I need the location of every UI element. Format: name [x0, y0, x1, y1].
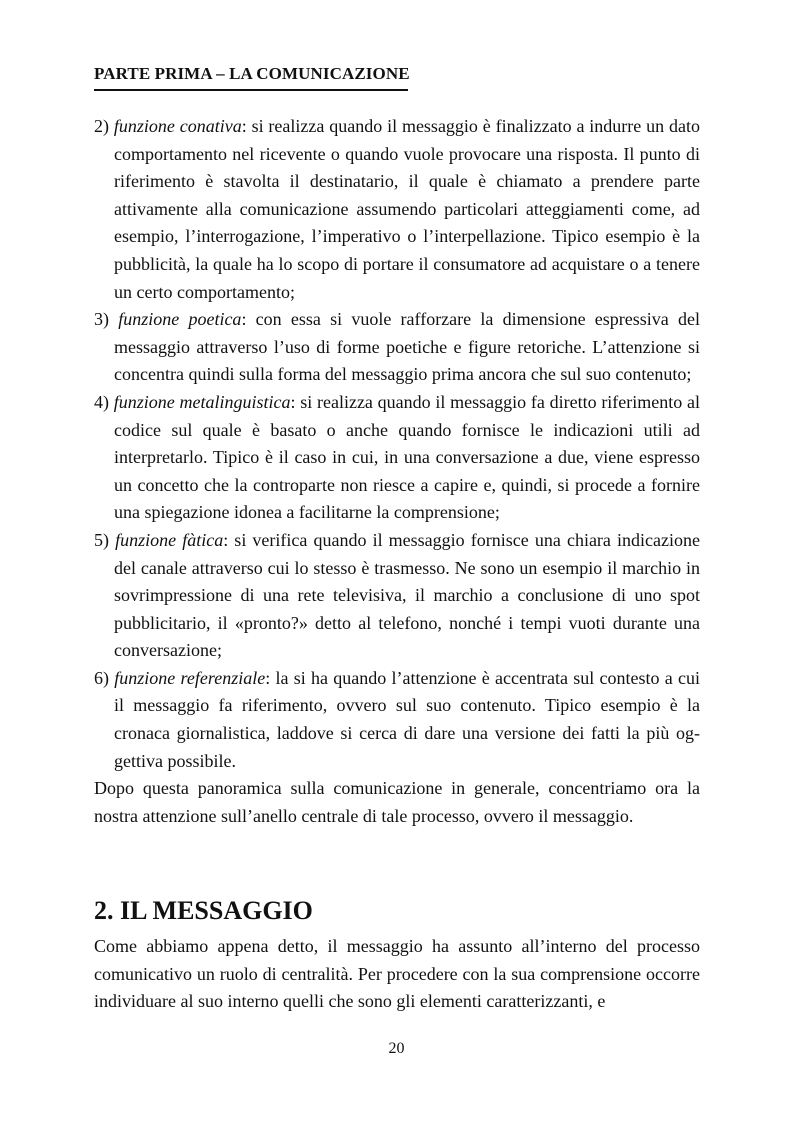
list-term: funzione metalinguistica: [113, 391, 291, 412]
list-number: 4): [94, 391, 109, 412]
list-text: : la si ha quando l’attenzione è accentrata sul contesto a cui il messaggio fa riferimento, ovvero sul suo contenuto. Tipico esempio è la cronaca giornalistica, laddove si cerca di dare una versione dei fatti la più oggettiva possibile.: [114, 667, 701, 771]
list-text: : con essa si vuole rafforzare la dimensione espressiva del messaggio attraverso l’uso di forme poetiche e figure retoriche. L’attenzione si concentra quindi sulla forma del messaggio prima ancora che sul suo contenuto;: [114, 309, 700, 385]
list-item-conativa: [94, 113, 700, 306]
list-text: : si realizza quando il messaggio è finalizzato a indurre un dato comportamento nel ricevente o quando vuole provocare una risposta. Il punto di riferimento è stavolta il destinatario, il quale è chiamato a prendere parte attivamente alla comunicazione assumendo particolari atteggiamenti come, ad esempio, l’interrogazione, l’imperativo o l’interpellazione. Tipico esempio è la pubblicità, la quale ha lo scopo di portare il consumatore ad acquistare o a tenere un certo comportamento;: [114, 116, 700, 302]
list-term: funzione poetica: [118, 309, 242, 330]
list-number: 5): [94, 529, 109, 550]
list-term: funzione fàtica: [115, 529, 224, 550]
list-item-poetica: [94, 306, 700, 389]
list-term: funzione conativa: [113, 116, 242, 136]
header-rule: [94, 89, 408, 91]
closing-paragraph: Dopo questa panoramica sulla comunicazione in generale, concentriamo ora la nostra attenzione sull’anello centrale di tale processo, ovvero il messaggio.: [94, 778, 700, 826]
list-text: : si realizza quando il messaggio fa diretto riferimento al codice sul quale è basato o anche quando fornisce le indicazioni utili ad interpretarlo. Tipico è il caso in cui, in una conversazione a due, viene espresso un concetto che la controparte non riesce a capire e, quindi, si procede a fornire una spiegazione idonea a facilitarne la comprensione;: [114, 391, 701, 523]
list-number: 6): [94, 667, 109, 688]
list-text: : si verifica quando il messaggio fornisce una chiara indicazione del canale attraverso cui lo stesso è trasmesso. Ne sono un esempio il marchio in sovrimpressione di una rete televisiva, il marchio a conclusione di uno spot pubblicitario, il «pronto?» detto al telefono, nonché i tempi vuoti durante una conversazione;: [114, 529, 700, 661]
section-title: 2. IL MESSAGGIO: [94, 896, 313, 925]
list-item-referenziale: [94, 665, 700, 775]
section-text: Come abbiamo appena detto, il messaggio ha assunto all’interno del processo comunicativo un ruolo di centralità. Per procedere con la sua comprensione occorre individuare al suo interno quelli che sono gli elementi caratterizzanti, e: [94, 936, 700, 1012]
body-text: [94, 113, 700, 830]
list-item-metalinguistica: [94, 389, 700, 527]
list-number: 3): [94, 309, 109, 330]
list-number: 2): [94, 116, 109, 136]
list-item-fatica: [94, 527, 700, 665]
page-number: 20: [388, 1040, 405, 1057]
section-paragraph: [94, 933, 700, 1016]
list-term: funzione referenziale: [114, 667, 266, 688]
running-header: PARTE PRIMA – LA COMUNICAZIONE: [94, 64, 410, 83]
